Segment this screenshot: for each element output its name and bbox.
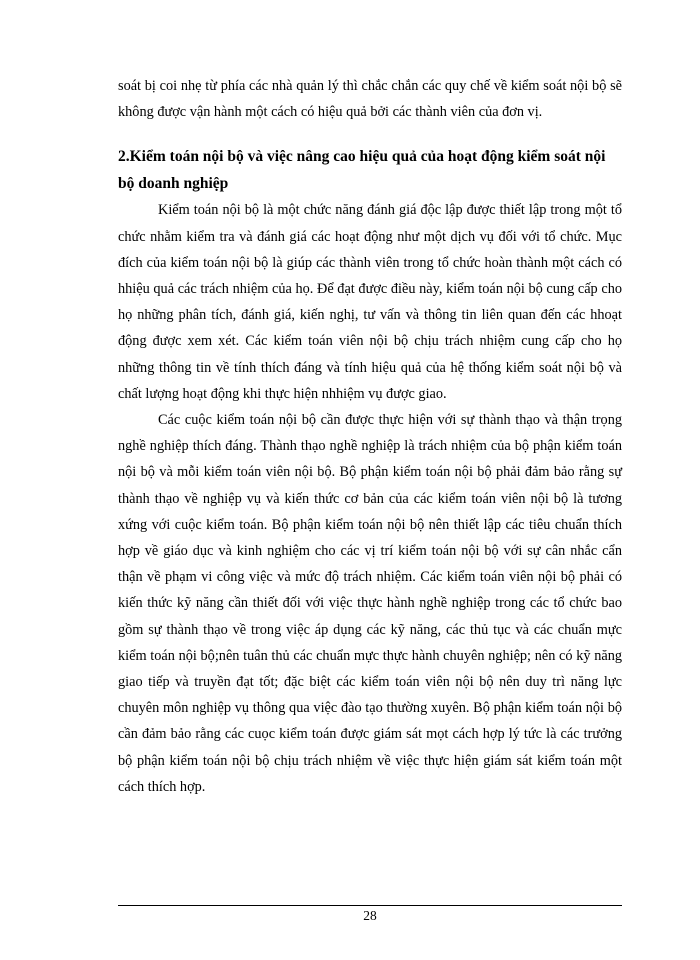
- footer-divider: [118, 905, 622, 906]
- page-body: [118, 73, 622, 800]
- paragraph-continued: soát bị coi nhẹ từ phía các nhà quản lý thì chắc chắn các quy chế về kiểm soát nội bộ sẽ không được vận hành một cách có hiệu quả bởi các thành viên của đơn vị.: [118, 78, 622, 121]
- paragraph-internal-audit-definition: Kiểm toán nội bộ là một chức năng đánh giá độc lập được thiết lập trong một tổ chức nhằm kiểm tra và đánh giá các hoạt động như một dịch vụ đối với tổ chức. Mục đích của kiểm toán nội bộ là giúp các thành viên trong tổ chức hoàn thành một cách có hhiệu quả các trách nhiệm của họ. Để đạt được điều này, kiểm toán nội bộ cung cấp cho họ những phân tích, đánh giá, kiến nghị, tư vấn và thông tin liên quan đến các hhoạt động được xem xét. Các kiểm toán viên nội bộ chịu trách nhiệm cung cấp cho họ những thông tin về tính thích đáng và tính hiệu quả của hệ thống kiểm soát nội bộ và chất lượng hoạt động khi thực hiện nhhiệm vụ được giao.: [118, 202, 622, 402]
- paragraph-internal-audit-proficiency: Các cuộc kiểm toán nội bộ cần được thực hiện với sự thành thạo và thận trọng nghề nghiệp thích đáng. Thành thạo nghề nghiệp là trách nhiệm của bộ phận kiểm toán nội bộ và mỗi kiểm toán viên nội bộ. Bộ phận kiểm toán nội bộ phải đảm bảo rằng sự thành thạo về nghiệp vụ và kiến thức cơ bản của các kiểm toán viên nội bộ là tương xứng với cuộc kiểm toán. Bộ phận kiểm toán nội bộ nên thiết lập các tiêu chuẩn thích hợp về giáo dục và kinh nghiệm cho các vị trí kiểm toán nội bộ với sự cân nhắc cẩn thận về phạm vi công việc và mức độ trách nhiệm. Các kiểm toán viên nội bộ phải có kiến thức kỹ năng cần thiết đối với việc thực hành nghề nghiệp trong các tổ chức bao gồm sự thành thạo về trong việc áp dụng các kỹ năng, các thủ tục và các chuẩn mực kiểm toán nội bộ;nên tuân thủ các chuẩn mực thực hành chuyên nghiệp; nên có kỹ năng giao tiếp và truyền đạt tốt; đặc biệt các kiểm toán viên nội bộ nên duy trì năng lực chuyên môn nghiệp vụ thông qua việc đào tạo thường xuyên. Bộ phận kiểm toán nội bộ cần đảm bảo rằng các cuọc kiểm toán được giám sát mọt cách hợp lý tức là các trưởng bộ phận kiểm toán nội bộ chịu trách nhiệm về việc thực hiện giám sát kiểm toán một cách thích hợp.: [118, 412, 622, 795]
- page-number: 28: [363, 908, 377, 923]
- section-heading: 2.Kiểm toán nội bộ và việc nâng cao hiệu quả của hoạt động kiểm soát nội bộ doanh nghiệp: [118, 148, 606, 193]
